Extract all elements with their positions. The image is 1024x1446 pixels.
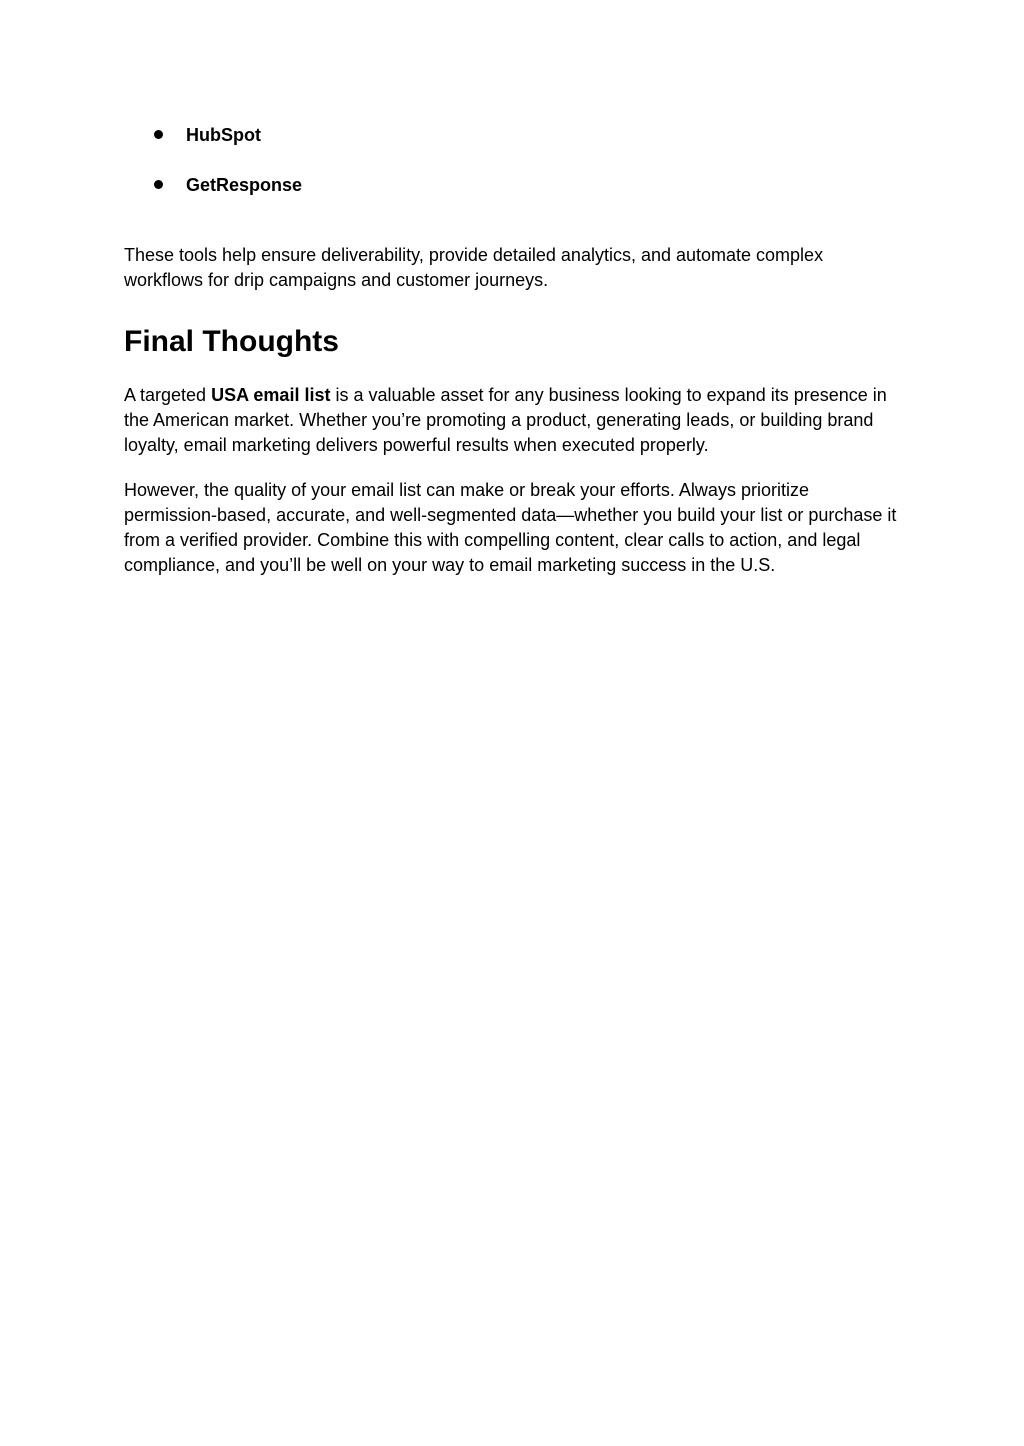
paragraph-usa-email-list [124, 383, 904, 458]
list-item [154, 173, 302, 197]
bullet-label: HubSpot [186, 125, 261, 145]
bold-keyword: USA email list [211, 385, 331, 405]
bullet-icon [154, 130, 163, 139]
intro-paragraph: These tools help ensure deliverability, provide detailed analytics, and automate complex workflows for drip campaigns and customer journeys. [124, 245, 824, 290]
list-item [154, 123, 302, 147]
bullet-label: GetResponse [186, 175, 303, 195]
paragraph-text: A targeted [124, 385, 212, 405]
tools-bullet-list [154, 123, 302, 223]
paragraph-text: is a valuable asset for any business looking to expand its presence in the American market. Whether you’re promoting a product, generating leads, or building brand loyalty, email marketing delivers powerful results when executed properly. [124, 385, 887, 455]
section-heading: Final Thoughts [124, 325, 339, 358]
paragraph-quality: However, the quality of your email list can make or break your efforts. Always prioritize permission-based, accurate, and well-segmented data—whether you build your list or purchase it from a verified provider. Combine this with compelling content, clear calls to action, and legal compliance, and you’ll be well on your way to email marketing success in the U.S. [124, 480, 897, 575]
bullet-icon [154, 180, 163, 189]
